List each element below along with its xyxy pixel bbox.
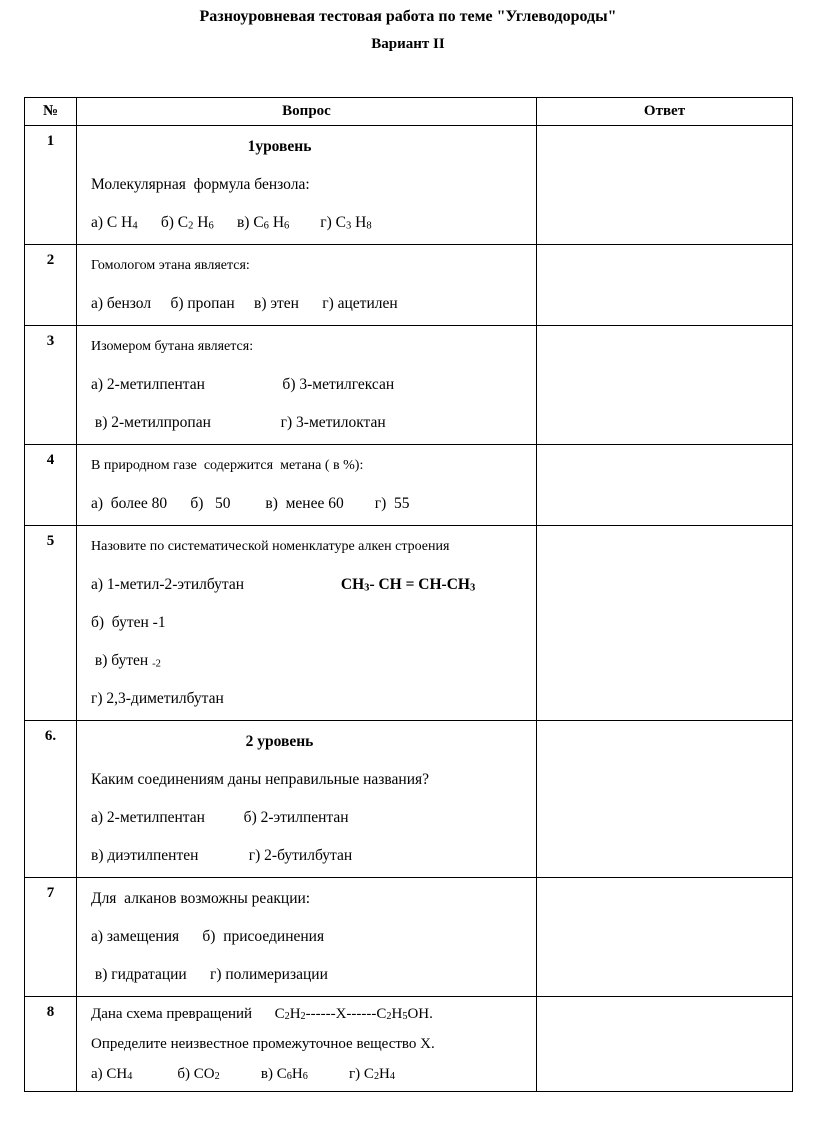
- table-row: [25, 445, 793, 526]
- table-row: [25, 126, 793, 245]
- question-number: 8: [25, 997, 77, 1092]
- question-number: 3: [25, 326, 77, 445]
- question-number: 4: [25, 445, 77, 526]
- question-line: Каким соединениям даны неправильные названия?: [91, 771, 429, 788]
- question-line: Определите неизвестное промежуточное вещество Х.: [91, 1036, 435, 1052]
- question-cell: [77, 126, 537, 245]
- question-line: а) 1-метил-2-этилбутан $СН_3-$ СН = $СН-СН_3$: [91, 576, 476, 594]
- question-cell: [77, 878, 537, 997]
- question-cell: [77, 721, 537, 878]
- question-line: а) 2-метилпентан б) 2-этилпентан: [91, 809, 349, 826]
- answer-cell: [537, 445, 793, 526]
- table-row: [25, 721, 793, 878]
- question-number: 2: [25, 245, 77, 326]
- answer-cell: [537, 997, 793, 1092]
- table-body: [25, 126, 793, 1092]
- table-row: [25, 526, 793, 721]
- question-line: а) $СН_4$ б) $СО_2$ в) $С_6Н_6$ г) $С_2Н_4$: [91, 1066, 395, 1083]
- answer-cell: [537, 126, 793, 245]
- table-header-row: [25, 98, 793, 126]
- question-line: Гомологом этана является:: [91, 258, 250, 273]
- table-row: [25, 326, 793, 445]
- question-number: 1: [25, 126, 77, 245]
- question-line: в) диэтилпентен г) 2-бутилбутан: [91, 847, 353, 864]
- table-row: [25, 997, 793, 1092]
- question-cell: [77, 326, 537, 445]
- question-number: 6.: [25, 721, 77, 878]
- question-cell: [77, 997, 537, 1092]
- header-number: №: [25, 98, 77, 126]
- header-answer: Ответ: [537, 98, 793, 126]
- question-line: в) 2-метилпропан г) 3-метилоктан: [91, 414, 386, 431]
- header-question: Вопрос: [77, 98, 537, 126]
- answer-cell: [537, 245, 793, 326]
- question-line: Дана схема превращений $С_2Н_2------Х------С_2Н_5ОН$.: [91, 1006, 433, 1023]
- level-heading: 1уровень: [247, 138, 312, 155]
- answer-cell: [537, 878, 793, 997]
- question-line: в) гидратации г) полимеризации: [91, 966, 328, 983]
- question-line: б) бутен -1: [91, 614, 166, 631]
- question-line: г) 2,3-диметилбутан: [91, 690, 224, 707]
- question-cell: [77, 445, 537, 526]
- question-line: а) замещения б) присоединения: [91, 928, 325, 945]
- table-row: [25, 245, 793, 326]
- question-line: а) бензол б) пропан в) этен г) ацетилен: [91, 295, 398, 312]
- question-cell: [77, 245, 537, 326]
- question-cell: [77, 526, 537, 721]
- document-subtitle: Вариант II: [371, 36, 445, 52]
- question-line: Назовите по систематической номенклатуре алкен строения: [91, 539, 450, 554]
- question-line: Молекулярная формула бензола:: [91, 176, 310, 193]
- test-table: [24, 97, 793, 1092]
- document-title: Разноуровневая тестовая работа по теме "Углеводороды": [199, 8, 617, 25]
- question-line: В природном газе содержится метана ( в %):: [91, 458, 364, 473]
- question-number: 5: [25, 526, 77, 721]
- answer-cell: [537, 721, 793, 878]
- answer-cell: [537, 526, 793, 721]
- question-line: Для алканов возможны реакции:: [91, 890, 311, 907]
- question-line: в) бутен $_{-2}$: [91, 652, 161, 670]
- table-row: [25, 878, 793, 997]
- question-line: а) С $Н_4$ б) $С_2$ $Н_6$ в) $С_6$ $Н_6$ г) $С_3$ $Н_8$: [91, 214, 372, 232]
- answer-cell: [537, 326, 793, 445]
- question-number: 7: [25, 878, 77, 997]
- level-heading: 2 уровень: [245, 733, 314, 750]
- question-line: а) более 80 б) 50 в) менее 60 г) 55: [91, 495, 410, 512]
- question-line: а) 2-метилпентан б) 3-метилгексан: [91, 376, 395, 393]
- question-line: Изомером бутана является:: [91, 339, 254, 354]
